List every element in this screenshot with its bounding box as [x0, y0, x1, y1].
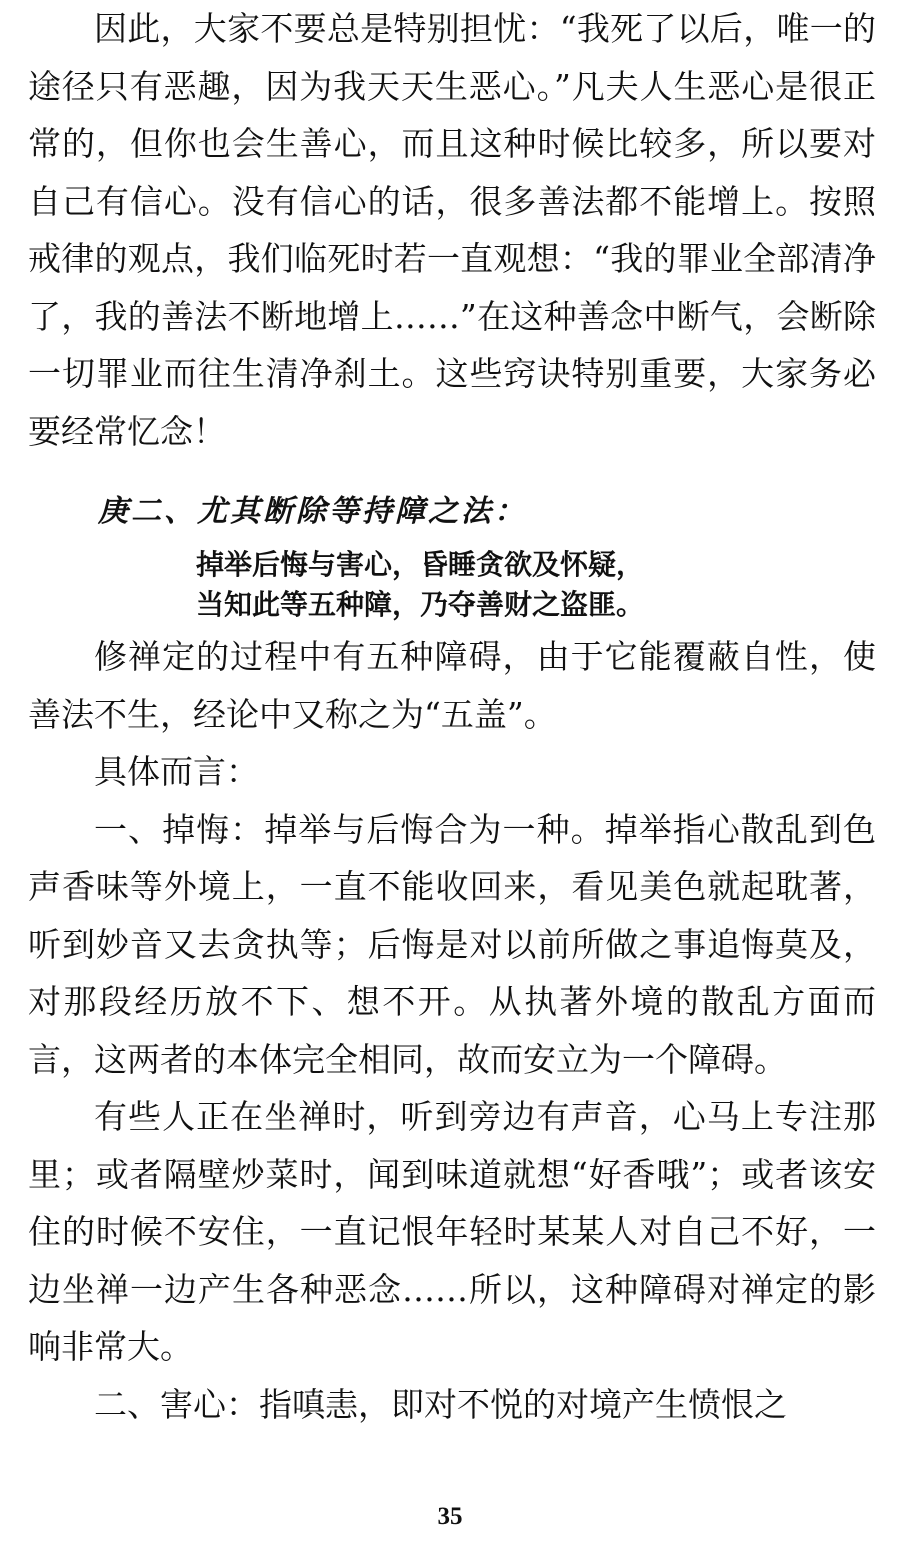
verse-line: 当知此等五种障，乃夺善财之盗匪。	[196, 588, 645, 621]
page-number: 35	[437, 1503, 463, 1530]
paragraph: 一、掉悔：掉举与后悔合为一种。掉举指心散乱到色声香味等外境上，一直不能收回来，看见美色就起耽著，听到妙音又去贪执等；后悔是对以前所做之事追悔莫及，对那段经历放不下、想不开。从执著外境的散乱方面而言，这两者的本体完全相同，故而安立为一个障碍。	[28, 809, 876, 1079]
paragraph: 具体而言：	[94, 752, 259, 791]
body-text-top	[28, 0, 876, 460]
paragraph: 修禅定的过程中有五种障碍，由于它能覆蔽自性，使善法不生，经论中又称之为“五盖”。	[28, 637, 876, 734]
section-heading: 庚二、尤其断除等持障之法：	[98, 494, 527, 529]
body-text-bottom	[28, 628, 876, 1433]
paragraph: 因此，大家不要总是特别担忧：“我死了以后，唯一的途径只有恶趣，因为我天天生恶心。”凡夫人生恶心是很正常的，但你也会生善心，而且这种时候比较多，所以要对自己有信心。没有信心的话，很多善法都不能增上。按照戒律的观点，我们临死时若一直观想：“我的罪业全部清净了，我的善法不断地增上……”在这种善念中断气，会断除一切罪业而往生清净刹土。这些窍诀特别重要，大家务必要经常忆念！	[28, 9, 876, 451]
paragraph: 有些人正在坐禅时，听到旁边有声音，心马上专注那里；或者隔壁炒菜时，闻到味道就想“好香哦”；或者该安住的时候不安住，一直记恨年轻时某某人对自己不好，一边坐禅一边产生各种恶念……所以，这种障碍对禅定的影响非常大。	[28, 1097, 876, 1366]
verse-line: 掉举后悔与害心，昏睡贪欲及怀疑，	[196, 548, 645, 581]
paragraph: 二、害心：指嗔恚，即对不悦的对境产生愤恨之	[94, 1384, 787, 1424]
